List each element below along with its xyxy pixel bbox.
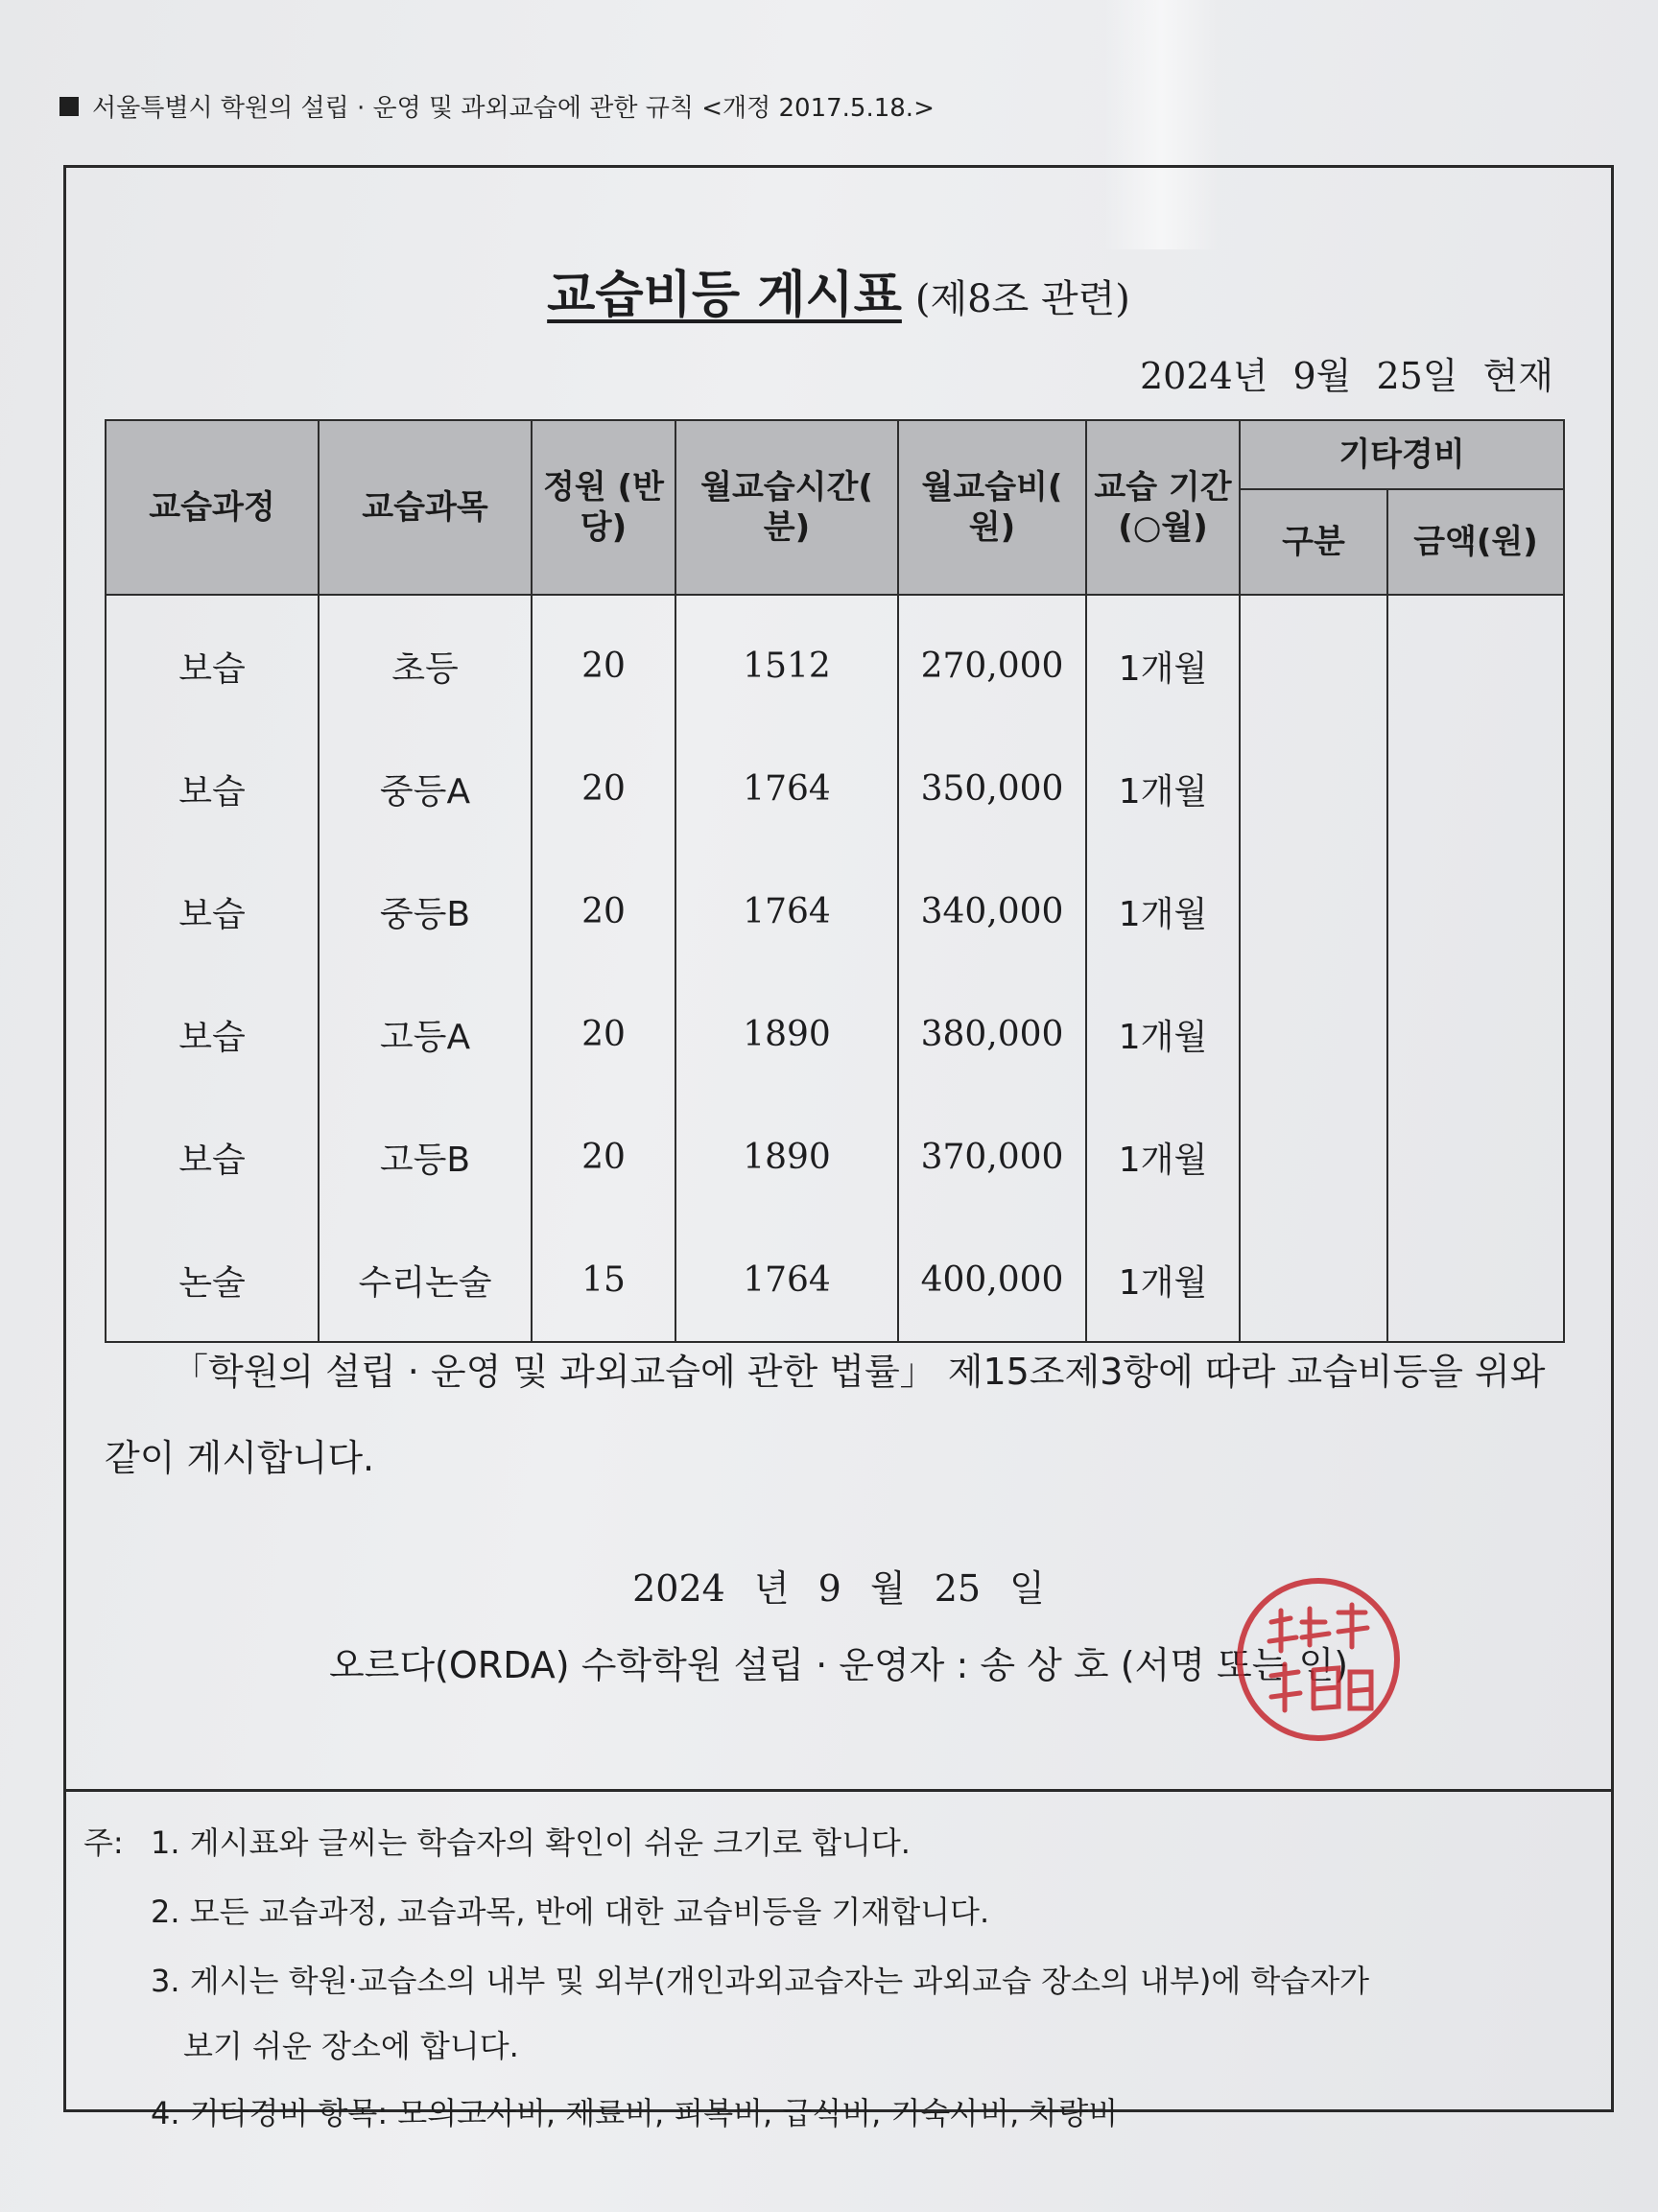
table-row — [106, 1095, 1564, 1218]
as-of-date: 2024년 9월 25일 현재 — [1139, 355, 1553, 397]
cell-minutes: 1764 — [675, 1218, 898, 1342]
table-row — [106, 850, 1564, 973]
black-square-icon — [59, 97, 79, 116]
cell-period: 1개월 — [1086, 1095, 1240, 1218]
cell-period: 1개월 — [1086, 727, 1240, 850]
regulation-text: 서울특별시 학원의 설립 · 운영 및 과외교습에 관한 규칙 <개정 2017.5.18.> — [92, 94, 935, 123]
cell-other-category — [1240, 850, 1387, 973]
notes-prefix: 주: — [83, 1824, 124, 1861]
cell-capacity: 20 — [532, 727, 675, 850]
document-title: 교습비등 게시표 — [547, 267, 902, 324]
signature-date: 2024 년 9 월 25 일 — [632, 1567, 1045, 1610]
cell-other-category — [1240, 727, 1387, 850]
cell-fee: 370,000 — [898, 1095, 1086, 1218]
header-other-amount: 금액(원) — [1387, 489, 1564, 595]
note-item: 2. 모든 교습과정, 교습과목, 반에 대한 교습비등을 기재합니다. — [151, 1894, 990, 1930]
cell-period: 1개월 — [1086, 1218, 1240, 1342]
regulation-reference — [59, 88, 935, 124]
cell-subject: 수리논술 — [319, 1218, 532, 1342]
cell-course: 보습 — [106, 595, 319, 727]
cell-minutes: 1764 — [675, 850, 898, 973]
header-capacity: 정원 (반당) — [532, 420, 675, 595]
cell-other-amount — [1387, 595, 1564, 727]
note-item: 4. 기타경비 항목: 모의고사비, 재료비, 피복비, 급식비, 기숙사비, 차량비 — [151, 2095, 1119, 2131]
cell-minutes: 1890 — [675, 1095, 898, 1218]
red-seal-stamp — [1237, 1578, 1400, 1741]
table-row — [106, 973, 1564, 1095]
cell-course: 보습 — [106, 973, 319, 1095]
cell-course: 보습 — [106, 1095, 319, 1218]
header-monthly-hours: 월교습시간( 분) — [675, 420, 898, 595]
title-row — [66, 254, 1611, 326]
header-subject: 교습과목 — [319, 420, 532, 595]
fee-table — [105, 419, 1565, 1343]
cell-other-amount — [1387, 1218, 1564, 1342]
cell-fee: 350,000 — [898, 727, 1086, 850]
header-other-category: 구분 — [1240, 489, 1387, 595]
cell-course: 논술 — [106, 1218, 319, 1342]
note-item: 3. 게시는 학원·교습소의 내부 및 외부(개인과외교습자는 과외교습 장소의 내부)에 학습자가 — [151, 1963, 1370, 1999]
cell-subject: 중등B — [319, 850, 532, 973]
cell-capacity: 15 — [532, 1218, 675, 1342]
footnotes — [66, 1789, 1611, 2131]
cell-subject: 초등 — [319, 595, 532, 727]
cell-fee: 340,000 — [898, 850, 1086, 973]
cell-fee: 400,000 — [898, 1218, 1086, 1342]
cell-period: 1개월 — [1086, 595, 1240, 727]
cell-period: 1개월 — [1086, 850, 1240, 973]
cell-subject: 고등B — [319, 1095, 532, 1218]
cell-other-category — [1240, 1095, 1387, 1218]
notice-frame — [63, 165, 1614, 2131]
note-item: 1. 게시표와 글씨는 학습자의 확인이 쉬운 크기로 합니다. — [151, 1824, 911, 1861]
cell-other-category — [1240, 973, 1387, 1095]
header-other-costs: 기타경비 — [1240, 420, 1564, 489]
cell-capacity: 20 — [532, 1095, 675, 1218]
cell-other-category — [1240, 595, 1387, 727]
table-row — [106, 1218, 1564, 1342]
cell-other-amount — [1387, 973, 1564, 1095]
cell-minutes: 1764 — [675, 727, 898, 850]
table-row — [106, 595, 1564, 727]
cell-minutes: 1512 — [675, 595, 898, 727]
cell-other-amount — [1387, 850, 1564, 973]
cell-capacity: 20 — [532, 850, 675, 973]
seal-glyphs — [1243, 1584, 1394, 1735]
signer-line: 오르다(ORDA) 수학학원 설립 · 운영자 : 송 상 호 (서명 또는 인) — [328, 1644, 1349, 1686]
legal-statement: 「학원의 설립 · 운영 및 과외교습에 관한 법률」 제15조제3항에 따라 교습비등을 위와 같이 게시합니다. — [105, 1351, 1546, 1479]
header-course: 교습과정 — [106, 420, 319, 595]
cell-course: 보습 — [106, 850, 319, 973]
cell-other-amount — [1387, 727, 1564, 850]
cell-fee: 270,000 — [898, 595, 1086, 727]
cell-subject: 중등A — [319, 727, 532, 850]
table-row — [106, 727, 1564, 850]
note-item: 보기 쉬운 장소에 합니다. — [183, 2028, 519, 2064]
document-subtitle: (제8조 관련) — [914, 277, 1130, 321]
header-monthly-fee: 월교습비( 원) — [898, 420, 1086, 595]
cell-other-category — [1240, 1218, 1387, 1342]
cell-fee: 380,000 — [898, 973, 1086, 1095]
cell-subject: 고등A — [319, 973, 532, 1095]
cell-capacity: 20 — [532, 595, 675, 727]
cell-capacity: 20 — [532, 973, 675, 1095]
cell-period: 1개월 — [1086, 973, 1240, 1095]
cell-other-amount — [1387, 1095, 1564, 1218]
header-period: 교습 기간 (○월) — [1086, 420, 1240, 595]
cell-course: 보습 — [106, 727, 319, 850]
cell-minutes: 1890 — [675, 973, 898, 1095]
